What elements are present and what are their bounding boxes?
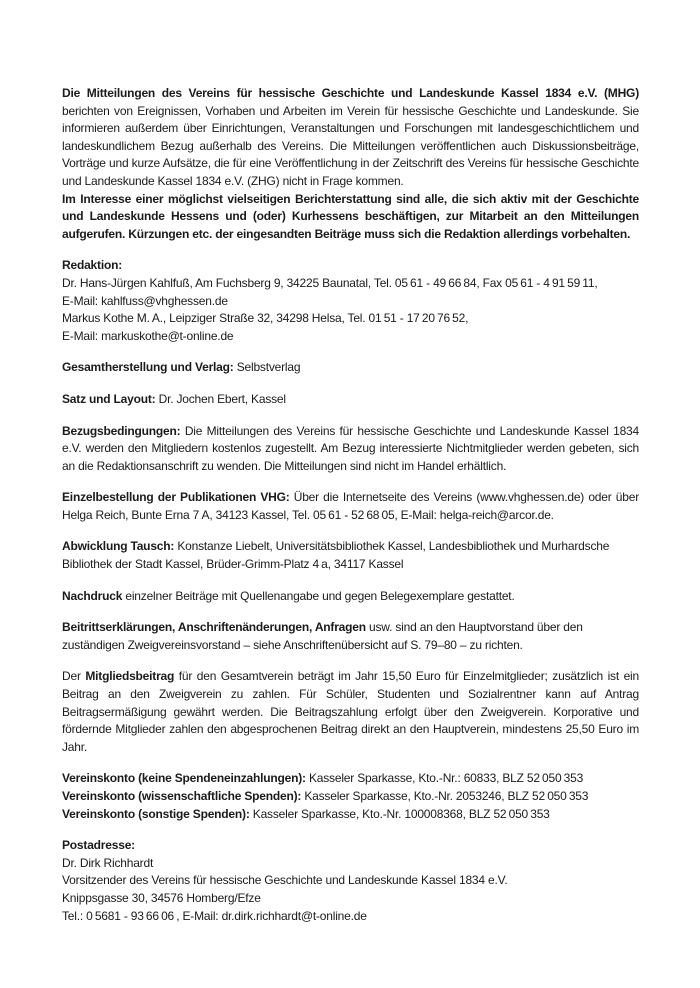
body-text: Die Mitteilungen des Vereins für hessische Geschichte und Landeskunde Kassel 1834 e.V. werden den Mitgliedern kostenlos zugestellt. Am Bezug interessierte Nichtmitglieder werden gebeten, sich an die Redaktionsanschrift zu wenden. Die Mitteilungen sind nicht im Handel erhältlich. [62, 423, 639, 473]
text-line [62, 668, 639, 756]
body-text: Kasseler Sparkasse, Kto.-Nr. 100008368, BLZ 52 050 353 [249, 806, 550, 821]
body-text: berichten von Ereignissen, Vorhaben und Arbeiten im Verein für hessische Geschichte und Landeskunde. Sie informieren außerdem über Einrichtungen, Veranstaltungen und Forschungen mit landesgeschichtlichem und landeskundlichem Bezug außerhalb des Vereins. Die Mitteilungen veröffentlichen auch Diskussionsbeiträge, Vorträge und kurze Aufsätze, die für eine Veröffentlichung in der Zeitschrift des Vereins für hessische Geschichte und Landeskunde Kassel 1834 e.V. (ZHG) nicht in Frage kommen. [62, 103, 639, 188]
text-line [62, 837, 639, 855]
text-line [62, 908, 639, 926]
body-text: für den Gesamtverein beträgt im Jahr 15,50 Euro für Einzelmitglieder; zusätzlich ist ein Beitrag an den Zweigverein zu zahlen. Für Schüler, Studenten und Sozialrentner kann auf Antrag Beitragsermäßigung gewährt werden. Die Beitragszahlung erfolgt über den Zweigverein. Korporative und fördernde Mitglieder zahlen den abgesprochenen Beitrag direkt an den Hauptverein, mindestens 25,50 Euro im Jahr. [62, 669, 639, 754]
bold-text: Postadresse: [62, 838, 135, 853]
body-text: Tel.: 0 5681 - 93 66 06 , E-Mail: dr.dirk.richhardt@t-online.de [62, 908, 367, 923]
body-text: Dr. Hans-Jürgen Kahlfuß, Am Fuchsberg 9, 34225 Baunatal, Tel. 05 61 - 49 66 84, Fax 05 61 - 4 91 59 11, [62, 275, 598, 290]
redaktion-block [62, 257, 639, 345]
text-line [62, 872, 639, 890]
bold-text: Vereinskonto (keine Spendeneinzahlungen): [62, 771, 306, 786]
body-text: Selbstverlag [233, 360, 301, 375]
beitritt-paragraph [62, 619, 639, 654]
bold-text: Bezugsbedingungen: [62, 423, 181, 438]
text-line [62, 489, 639, 524]
bold-text: Abwicklung Tausch: [62, 539, 175, 554]
text-line [62, 191, 639, 244]
text-line [62, 257, 639, 275]
text-line [62, 770, 639, 788]
text-line [62, 293, 639, 311]
bold-text: Im Interesse einer möglichst vielseitigen Berichterstattung sind alle, die sich aktiv mit der Geschichte und Landeskunde Hessens und (oder) Kurhessens beschäftigen, zur Mitarbeit an den Mitteilungen aufgerufen. Kürzungen etc. der eingesandten Beiträge muss sich die Redaktion allerdings vorbehalten. [62, 191, 639, 241]
text-line [62, 890, 639, 908]
body-text: Kasseler Sparkasse, Kto.-Nr. 2053246, BLZ 52 050 353 [301, 789, 589, 803]
text-line [62, 588, 639, 606]
tausch-paragraph [62, 538, 639, 573]
appeal-paragraph [62, 191, 639, 244]
text-line [62, 328, 639, 346]
body-text: Knippsgasse 30, 34576 Homberg/Efze [62, 890, 261, 905]
text-line [62, 806, 639, 824]
bold-text: Satz und Layout: [62, 391, 156, 406]
body-text: Dr. Jochen Ebert, Kassel [155, 391, 286, 406]
bold-text: Vereinskonto (wissenschaftliche Spenden): [62, 789, 302, 803]
text-line [62, 391, 639, 409]
body-text: E-Mail: kahlfuss@vhghessen.de [62, 293, 228, 308]
text-line [62, 85, 639, 191]
text-line [62, 619, 639, 654]
body-text: E-Mail: markuskothe@t-online.de [62, 328, 234, 343]
text-line [62, 538, 639, 573]
text-line [62, 855, 639, 873]
body-text: Markus Kothe M. A., Leipziger Straße 32, 34298 Helsa, Tel. 01 51 - 17 20 76 52, [62, 311, 469, 326]
bold-text: Vereinskonto (sonstige Spenden): [62, 806, 250, 821]
postadresse-block [62, 837, 639, 925]
body-text: Kasseler Sparkasse, Kto.-Nr.: 60833, BLZ 52 050 353 [305, 771, 584, 786]
imprint-content [62, 85, 639, 925]
einzelbestellung-paragraph [62, 489, 639, 524]
text-line [62, 788, 639, 806]
text-line [62, 275, 639, 293]
nachdruck-line [62, 588, 639, 606]
body-text: Konstanze Liebelt, Universitätsbibliothek Kassel, Landesbibliothek und Murhardsche Bibliothek der Stadt Kassel, Brüder-Grimm-Platz 4 a, 34117 Kassel [62, 539, 610, 572]
vereinskonto-block [62, 770, 639, 823]
body-text: Dr. Dirk Richhardt [62, 855, 154, 870]
bold-text: Beitrittserklärungen, Anschriftenänderungen, Anfragen [62, 620, 366, 635]
body-text: Vorsitzender des Vereins für hessische Geschichte und Landeskunde Kassel 1834 e.V. [62, 873, 508, 888]
body-text: usw. sind an den Hauptvorstand über den zuständigen Zweigvereinsvorstand – siehe Anschriftenübersicht auf S. 79–80 – zu richten. [62, 620, 583, 652]
bold-text: Einzelbestellung der Publikationen VHG: [62, 490, 290, 505]
bold-text: Nachdruck [62, 588, 123, 603]
bold-text: Mitgliedsbeitrag [85, 669, 175, 684]
text-line [62, 359, 639, 377]
body-text: einzelner Beiträge mit Quellenangabe und gegen Belegexemplare gestattet. [122, 588, 515, 603]
body-text: Der [62, 669, 86, 684]
bold-text: Redaktion: [62, 258, 123, 273]
text-line [62, 423, 639, 476]
bezugsbedingungen-paragraph [62, 423, 639, 476]
body-text: Über die Internetseite des Vereins (www.vhghessen.de) oder über Helga Reich, Bunte Erna 7 A, 34123 Kassel, Tel. 05 61 - 52 68 05, E-Mail: helga-reich@arcor.de. [62, 490, 639, 522]
mitgliedsbeitrag-paragraph [62, 668, 639, 756]
bold-text: Die Mitteilungen des Vereins für hessische Geschichte und Landeskunde Kassel 1834 e.V. (MHG) [62, 86, 639, 100]
text-line [62, 310, 639, 328]
satz-layout-line [62, 391, 639, 409]
bold-text: Gesamtherstellung und Verlag: [62, 360, 234, 375]
verlag-line [62, 359, 639, 377]
intro-paragraph [62, 85, 639, 191]
